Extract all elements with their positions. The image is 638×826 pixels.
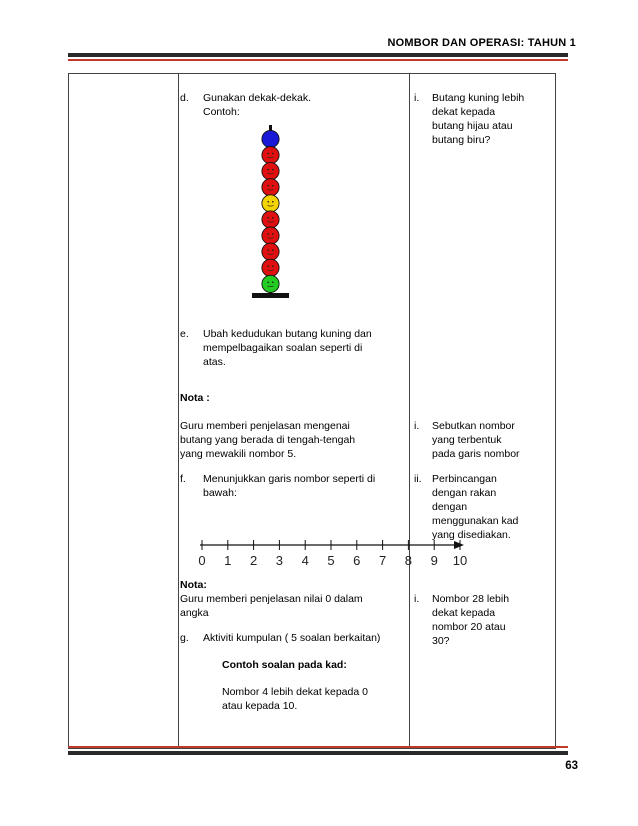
header-rule [68,53,568,57]
abacus-bead-red [262,227,279,244]
question-3-line-3: dengan [432,501,468,513]
item-e-label: e. [180,328,189,340]
question-4-label: i. [414,593,420,605]
column-divider-1 [178,74,179,748]
nota2-line-1: Guru memberi penjelasan nilai 0 dalam [180,593,363,605]
question-3-line-5: yang disediakan. [432,529,511,541]
number-line-ticks [198,540,467,568]
nota-line-1: Guru memberi penjelasan mengenai [180,420,350,432]
question-2-line-2: yang terbentuk [432,434,502,446]
item-d-text: Gunakan dekak-dekak. [203,92,311,104]
question-3-line-2: dengan rakan [432,487,497,499]
number-line-label: 4 [301,553,309,568]
abacus-bead-red [262,211,279,228]
abacus-bead-yellow [262,195,279,212]
abacus-base [252,293,289,298]
number-line-figure [190,533,470,569]
abacus-bead-red [262,243,279,260]
header-rule-accent [68,59,568,61]
item-g-text: Aktiviti kumpulan ( 5 soalan berkaitan) [203,632,381,644]
item-d-example: Contoh: [203,106,240,118]
number-line-label: 2 [249,553,258,568]
nota-line-2: butang yang berada di tengah-tengah [180,434,356,446]
abacus-bead-red [262,147,279,164]
abacus-figure [246,123,296,300]
question-3-label: ii. [414,473,422,485]
item-e-line-1: Ubah kedudukan butang kuning dan [203,328,372,340]
page-number: 63 [565,760,578,772]
nota2-heading: Nota: [180,579,207,591]
abacus-bead-blue [262,130,279,147]
nota-heading: Nota : [180,392,210,404]
footer-rule [68,751,568,755]
nota2-line-2: angka [180,607,209,619]
question-4-line-1: Nombor 28 lebih [432,593,510,605]
item-f-label: f. [180,473,186,485]
question-4-line-4: 30? [432,635,450,647]
question-4-line-3: nombor 20 atau [432,621,506,633]
question-3-line-1: Perbincangan [432,473,497,485]
item-f-line-2: bawah: [203,487,237,499]
header-title: NOMBOR DAN OPERASI: TAHUN 1 [387,37,576,49]
number-line-label: 1 [224,553,232,568]
number-line-label: 6 [353,553,361,568]
question-1-line-4: butang biru? [432,134,491,146]
contoh-heading: Contoh soalan pada kad: [222,659,347,671]
number-line-label: 10 [452,553,468,568]
item-e-line-2: mempelbagaikan soalan seperti di [203,342,363,354]
question-2-line-1: Sebutkan nombor [432,420,515,432]
number-line-label: 8 [404,553,413,568]
nota-line-3: yang mewakili nombor 5. [180,448,297,460]
question-1-line-3: butang hijau atau [432,120,513,132]
number-line-label: 9 [430,553,438,568]
abacus-bead-red [262,259,279,276]
item-f-line-1: Menunjukkan garis nombor seperti di [203,473,376,485]
item-e-line-3: atas. [203,356,226,368]
question-2-line-3: pada garis nombor [432,448,520,460]
abacus-bead-green [262,275,279,292]
number-line-label: 0 [198,553,206,568]
number-line-label: 7 [378,553,387,568]
question-1-label: i. [414,92,420,104]
question-1-line-2: dekat kepada [432,106,496,118]
question-2-label: i. [414,420,420,432]
column-divider-2 [409,74,410,748]
question-4-line-2: dekat kepada [432,607,496,619]
content-table [68,73,556,749]
question-3-line-4: menggunakan kad [432,515,519,527]
footer-rule-accent [68,746,568,748]
abacus-bead-red [262,163,279,180]
item-d-label: d. [180,92,189,104]
contoh-line-2: atau kepada 10. [222,700,298,712]
number-line-label: 5 [327,553,335,568]
question-1-line-1: Butang kuning lebih [432,92,525,104]
abacus-beads [262,130,279,292]
number-line-label: 3 [275,553,284,568]
abacus-bead-red [262,179,279,196]
contoh-line-1: Nombor 4 lebih dekat kepada 0 [222,686,368,698]
item-g-label: g. [180,632,189,644]
